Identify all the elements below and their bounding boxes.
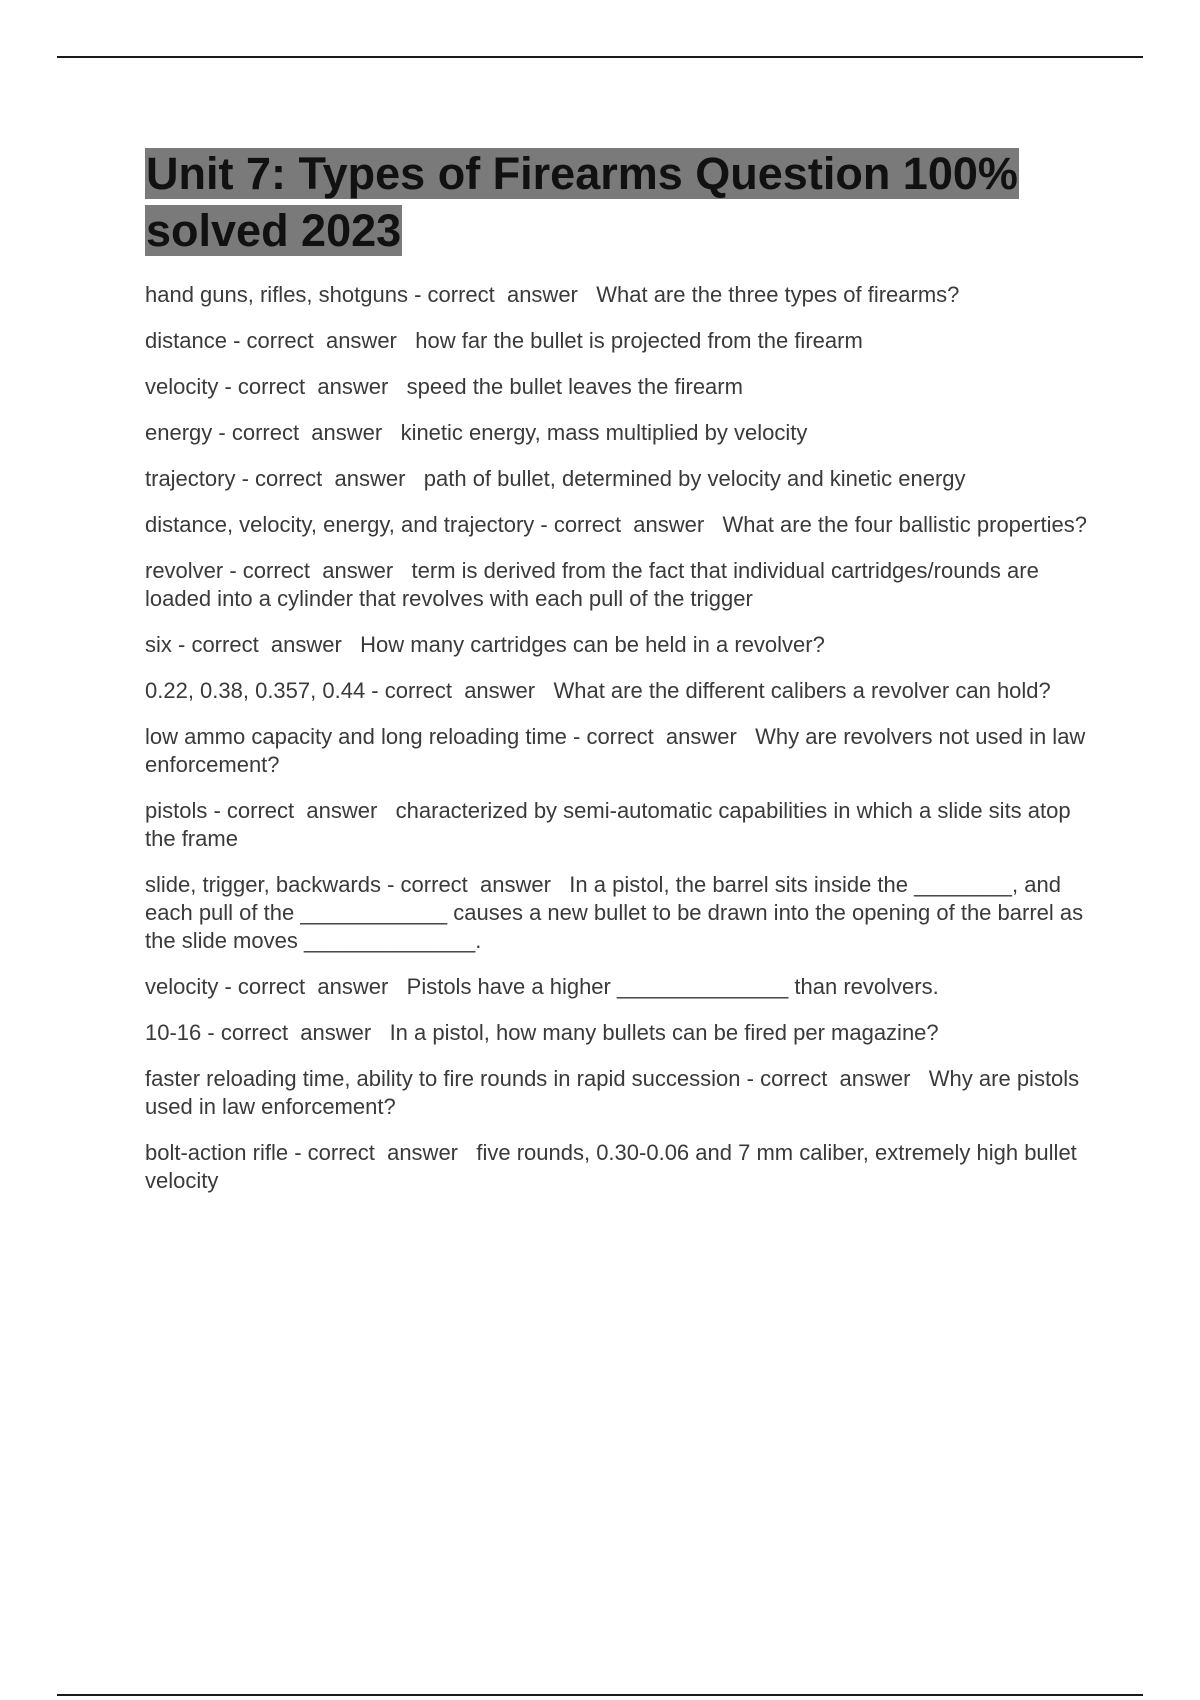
qa-separator: - correct answer bbox=[226, 328, 416, 353]
document-title-text: Unit 7: Types of Firearms Question 100% solved 2023 bbox=[146, 148, 1018, 256]
qa-question: five rounds, 0.30-0.06 and 7 mm caliber, extremely high bullet velocity bbox=[145, 1140, 1077, 1193]
qa-question: how far the bullet is projected from the firearm bbox=[415, 328, 863, 353]
qa-separator: - correct answer bbox=[740, 1066, 929, 1091]
qa-separator: - correct answer bbox=[407, 282, 597, 307]
qa-item bbox=[145, 327, 1095, 355]
qa-question: characterized by semi-automatic capabilities in which a slide sits atop the frame bbox=[145, 798, 1071, 851]
qa-question: Pistols have a higher ______________ than revolvers. bbox=[406, 974, 939, 999]
qa-separator: - correct answer bbox=[218, 974, 407, 999]
qa-question: What are the three types of firearms? bbox=[596, 282, 960, 307]
qa-item bbox=[145, 631, 1095, 659]
qa-separator: - correct answer bbox=[207, 798, 396, 823]
qa-answer: velocity bbox=[145, 374, 219, 399]
qa-answer: energy bbox=[145, 420, 213, 445]
qa-question: path of bullet, determined by velocity and kinetic energy bbox=[423, 466, 966, 491]
header-rule bbox=[57, 56, 1143, 58]
qa-list bbox=[145, 281, 1095, 1195]
qa-question: What are the different calibers a revolver can hold? bbox=[553, 678, 1051, 703]
qa-item bbox=[145, 557, 1095, 613]
qa-question: In a pistol, the barrel sits inside the ________, and each pull of the ____________ causes a new bullet to be drawn into the opening of the barrel as the slide moves ______________. bbox=[145, 872, 1084, 953]
qa-separator: - correct answer bbox=[381, 872, 570, 897]
qa-answer: six bbox=[145, 632, 172, 657]
qa-separator: - correct answer bbox=[218, 374, 407, 399]
qa-answer: faster reloading time, ability to fire rounds in rapid succession bbox=[145, 1066, 741, 1091]
qa-answer: 10-16 bbox=[145, 1020, 202, 1045]
qa-item bbox=[145, 511, 1095, 539]
qa-question: kinetic energy, mass multiplied by velocity bbox=[400, 420, 808, 445]
qa-item bbox=[145, 973, 1095, 1001]
qa-question: speed the bullet leaves the firearm bbox=[406, 374, 743, 399]
qa-question: term is derived from the fact that individual cartridges/rounds are loaded into a cylinder that revolves with each pull of the trigger bbox=[145, 558, 1039, 611]
qa-item bbox=[145, 281, 1095, 309]
qa-answer: velocity bbox=[145, 974, 219, 999]
qa-separator: - correct answer bbox=[566, 724, 756, 749]
qa-answer: bolt-action rifle bbox=[145, 1140, 289, 1165]
qa-separator: - correct answer bbox=[235, 466, 424, 491]
qa-item bbox=[145, 797, 1095, 853]
qa-item bbox=[145, 465, 1095, 493]
qa-item bbox=[145, 723, 1095, 779]
qa-item bbox=[145, 1019, 1095, 1047]
qa-item bbox=[145, 373, 1095, 401]
qa-question: Why are revolvers not used in law enforcement? bbox=[145, 724, 1086, 777]
qa-answer: revolver bbox=[145, 558, 224, 583]
qa-question: Why are pistols used in law enforcement? bbox=[145, 1066, 1080, 1119]
qa-separator: - correct answer bbox=[534, 512, 723, 537]
qa-question: In a pistol, how many bullets can be fired per magazine? bbox=[389, 1020, 939, 1045]
qa-item bbox=[145, 1139, 1095, 1195]
qa-answer: 0.22, 0.38, 0.357, 0.44 bbox=[145, 678, 366, 703]
qa-answer: trajectory bbox=[145, 466, 236, 491]
qa-answer: hand guns, rifles, shotguns bbox=[145, 282, 408, 307]
qa-question: How many cartridges can be held in a revolver? bbox=[360, 632, 825, 657]
qa-answer: distance, velocity, energy, and trajectory bbox=[145, 512, 535, 537]
qa-item bbox=[145, 1065, 1095, 1121]
qa-separator: - correct answer bbox=[201, 1020, 390, 1045]
qa-answer: pistols bbox=[145, 798, 208, 823]
qa-question: What are the four ballistic properties? bbox=[722, 512, 1087, 537]
qa-separator: - correct answer bbox=[288, 1140, 477, 1165]
qa-answer: slide, trigger, backwards bbox=[145, 872, 381, 897]
qa-item bbox=[145, 871, 1095, 955]
qa-item bbox=[145, 419, 1095, 447]
qa-separator: - correct answer bbox=[223, 558, 412, 583]
qa-separator: - correct answer bbox=[171, 632, 361, 657]
document-body bbox=[145, 145, 1095, 1213]
qa-item bbox=[145, 677, 1095, 705]
qa-separator: - correct answer bbox=[212, 420, 401, 445]
qa-answer: distance bbox=[145, 328, 227, 353]
qa-separator: - correct answer bbox=[365, 678, 554, 703]
document-title bbox=[145, 145, 1095, 259]
qa-answer: low ammo capacity and long reloading time bbox=[145, 724, 567, 749]
footer-rule bbox=[57, 1694, 1143, 1696]
